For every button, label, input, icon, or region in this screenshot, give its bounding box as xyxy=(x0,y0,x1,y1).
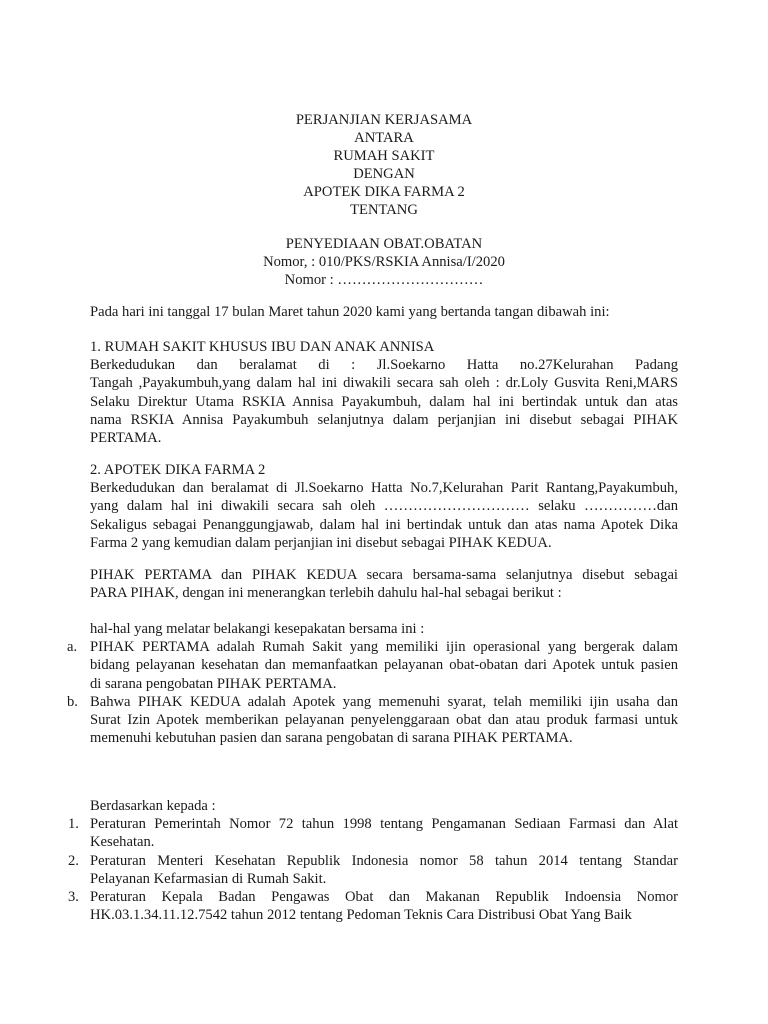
party-one-line: nama RSKIA Annisa Payakumbuh selanjutnya dalam perjanjian ini disebut sebagai PIHAK xyxy=(90,411,678,428)
list-item-line: Peraturan Menteri Kesehatan Republik Indonesia nomor 58 tahun 2014 tentang Standar xyxy=(90,852,678,869)
para-pihak-line: PARA PIHAK, dengan ini menerangkan terlebih dahulu hal-hal sebagai berikut : xyxy=(90,585,562,602)
title-line: APOTEK DIKA FARMA 2 xyxy=(303,184,465,200)
list-item-line: Kesehatan. xyxy=(90,834,155,851)
party-one-heading: 1. RUMAH SAKIT KHUSUS IBU DAN ANAK ANNISA xyxy=(90,339,435,355)
title-line: RUMAH SAKIT xyxy=(333,148,435,164)
list-item-line: Bahwa PIHAK KEDUA adalah Apotek yang memenuhi syarat, telah memiliki ijin usaha dan xyxy=(90,693,678,710)
list-item xyxy=(67,693,678,748)
list-item-line: Peraturan Kepala Badan Pengawas Obat dan Makanan Republik Indoensia Nomor xyxy=(90,889,678,906)
para-pihak-paragraph xyxy=(90,566,678,602)
list-item-line: memenuhi kebutuhan pasien dan sarana pengobatan di sarana PIHAK PERTAMA. xyxy=(90,730,573,747)
document-number: Nomor, : 010/PKS/RSKIA Annisa/I/2020 xyxy=(263,254,505,270)
party-two-heading: 2. APOTEK DIKA FARMA 2 xyxy=(90,462,266,478)
list-marker: 3. xyxy=(68,889,79,906)
party-one-section xyxy=(90,338,678,447)
basis-section xyxy=(68,797,678,924)
list-item xyxy=(67,638,678,693)
background-heading: hal-hal yang melatar belakangi kesepakatan bersama ini : xyxy=(90,621,425,637)
background-section xyxy=(67,620,678,747)
party-one-line: Tangah ,Payakumbuh,yang dalam hal ini diwakili secara sah oleh : dr.Loly Gusvita Reni,MARS xyxy=(90,375,678,392)
title-line: DENGAN xyxy=(353,166,415,182)
party-one-line: PERTAMA. xyxy=(90,430,162,447)
document-subject: PENYEDIAAN OBAT.OBATAN xyxy=(285,236,483,252)
spacer xyxy=(0,219,768,235)
party-two-section xyxy=(90,461,678,552)
party-two-line: yang dalam hal ini diwakili secara sah oleh ………………………… selaku ……………dan xyxy=(90,498,678,515)
list-item-line: Peraturan Pemerintah Nomor 72 tahun 1998 tentang Pengamanan Sediaan Farmasi dan Alat xyxy=(90,816,678,833)
list-marker: b. xyxy=(67,693,78,710)
party-one-line: Selaku Direktur Utama RSKIA Annisa Payakumbuh, dalam hal ini bertindak untuk dan atas xyxy=(90,393,678,410)
title-line: TENTANG xyxy=(350,202,418,218)
title-line: PERJANJIAN KERJASAMA xyxy=(295,112,473,128)
list-marker: 2. xyxy=(68,852,79,869)
party-two-line: Farma 2 yang kemudian dalam perjanjian ini disebut sebagai PIHAK KEDUA. xyxy=(90,534,552,551)
list-item-line: bidang pelayanan kesehatan dan memanfaatkan pelayanan obat-obatan dari Apotek untuk pasien xyxy=(90,657,678,674)
list-marker: 1. xyxy=(68,816,79,833)
list-item-line: Pelayanan Kefarmasian di Rumah Sakit. xyxy=(90,870,327,887)
party-two-line: Berkedudukan dan beralamat di Jl.Soekarno Hatta No.7,Kelurahan Parit Rantang,Payakumbuh, xyxy=(90,480,678,497)
list-marker: a. xyxy=(67,639,78,656)
party-two-line: Sekaligus sebagai Penanggungjawab, dalam hal ini bertindak untuk dan atas nama Apotek Dika xyxy=(90,516,678,533)
title-line: ANTARA xyxy=(354,130,414,146)
para-pihak-line: PIHAK PERTAMA dan PIHAK KEDUA secara bersama-sama selanjutnya disebut sebagai xyxy=(90,567,678,583)
list-item-line: Surat Izin Apotek memberikan pelayanan penyelenggaraan obat dan atau produk farmasi untuk xyxy=(90,712,678,729)
list-item xyxy=(68,888,678,924)
document-title-block xyxy=(0,111,768,289)
list-item-line: PIHAK PERTAMA adalah Rumah Sakit yang memiliki ijin operasional yang bergerak dalam xyxy=(90,639,678,656)
list-item-line: HK.03.1.34.11.12.7542 tahun 2012 tentang Pedoman Teknis Cara Distribusi Obat Yang Baik xyxy=(90,907,632,924)
list-item xyxy=(68,852,678,888)
list-item-line: di sarana pengobatan PIHAK PERTAMA. xyxy=(90,675,337,692)
document-number-blank: Nomor : ………………………… xyxy=(284,272,484,288)
intro-paragraph xyxy=(90,303,678,321)
list-item xyxy=(68,815,678,851)
party-one-line: Berkedudukan dan beralamat di : Jl.Soekarno Hatta no.27Kelurahan Padang xyxy=(90,357,678,374)
basis-heading: Berdasarkan kepada : xyxy=(90,798,216,814)
intro-text: Pada hari ini tanggal 17 bulan Maret tahun 2020 kami yang bertanda tangan dibawah ini: xyxy=(90,304,610,320)
